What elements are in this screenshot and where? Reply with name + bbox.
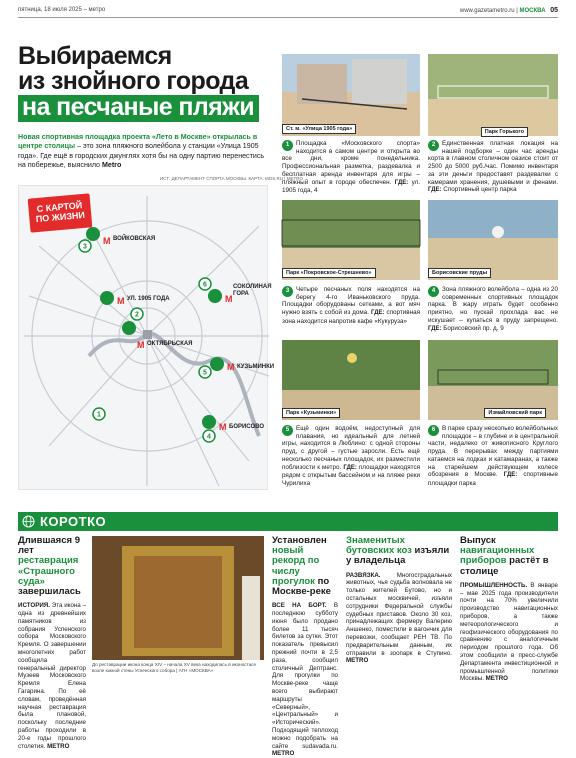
photo-1905-tag: Ст. м. «Улица 1905 года»	[282, 124, 356, 134]
lead-paragraph	[18, 133, 268, 170]
svg-text:M: M	[117, 296, 125, 306]
news-goats-heading: Знаменитых бутовских коз изъяли у владельца	[346, 535, 450, 567]
moscow-map	[18, 185, 275, 490]
photo-gorky-where-label: ГДЕ:	[428, 187, 442, 194]
photo-borisovskie-where-label: ГДЕ:	[428, 325, 442, 332]
photo-pokrovskoe-tag: Парк «Покровское-Стрешнево»	[282, 268, 376, 278]
photo-gorky-where: Спортивный центр парка	[441, 186, 517, 194]
headline-line-2: из знойного города	[18, 67, 249, 95]
photo-borisovskie-text: Зона пляжного волейбола – одна из 20 современных спортивных площадок парка. В жару играть будет особенно приятно, но пускай прохлада вас не искушает – купаться в пруду запрещено.	[428, 286, 558, 324]
news-river-heading: Установлен новый рекорд по числу прогулок по Москве-реке	[272, 535, 331, 598]
photo-borisovskie	[428, 200, 558, 280]
photo-izmaylovsky-caption	[428, 425, 558, 488]
svg-text:4: 4	[207, 433, 211, 441]
news-river-sig: METRO	[272, 750, 295, 758]
photo-pokrovskoe-where: спортивная зона находится напротив кафе «Кукуруза»	[282, 309, 421, 325]
header-right: www.gazetametro.ru | МОСКВА 05	[459, 6, 558, 14]
photo-izmaylovsky-where-label: ГДЕ:	[503, 472, 518, 479]
svg-text:M: M	[137, 340, 145, 350]
headline-line-3: на песчаные пляжи	[18, 95, 259, 122]
photo-gorky	[428, 54, 558, 136]
lead-rest: – это зона пляжного волейбола у станции «Улица 1905 года». Где ещё в городских джунглях хотя бы на одну партию перенестись на побережье, выяснило	[18, 142, 265, 169]
header-rule	[18, 17, 558, 18]
news-goats-kicker: РАЗВЯЗКА.	[346, 571, 381, 579]
page-number: 05	[550, 6, 558, 14]
map-svg	[19, 186, 272, 491]
news-restoration-kicker: ИСТОРИЯ.	[18, 602, 50, 610]
photo-izmaylovsky-where: спортивные площадки парка	[428, 471, 558, 487]
svg-text:M: M	[227, 362, 235, 372]
news-river	[272, 536, 338, 758]
photo-pokrovskoe-where-label: ГДЕ:	[370, 310, 385, 317]
station-borisovo: БОРИСОВО	[229, 424, 264, 430]
map-credit: ИСТ: ДЕПАРТАМЕНТ СПОРТА МОСКВЫ. КАРТА: MOS.RU | METRO	[160, 176, 303, 181]
map-badge: С КАРТОЙ ПО ЖИЗНИ	[28, 193, 93, 232]
headline-line-1: Выбираемся	[18, 42, 172, 70]
news-restoration	[18, 536, 86, 750]
station-voykovskaya: ВОЙКОВСКАЯ	[113, 236, 156, 242]
svg-text:5: 5	[203, 369, 207, 377]
photo-1905-caption	[282, 140, 420, 195]
photo-gorky-tag: Парк Горького	[481, 127, 528, 137]
photo-gorky-number: 2	[428, 140, 439, 151]
marker-2-icon	[131, 308, 143, 320]
news-goats	[346, 536, 452, 665]
news-restoration-heading: Длившаяся 9 лет реставрация «Страшного суда» завершилась	[18, 535, 81, 598]
photo-kuzminki-where: площадки находятся рядом с открытым бассейном и на пляже реки Чурилиха	[282, 463, 420, 487]
news-navigation-text: В январе – мае 2025 года производители почти на 70% увеличили производство навигационных приборов, а также метеорологического и геофизического оборудования по сравнению с аналогичным периодом прошлого года. Об этом сообщили в пресс-службе Департамента инвестиционной и промышленной политики Москвы.	[460, 581, 558, 683]
news-river-text: В последнюю субботу июня было продано более 11 тысяч билетов за сутки. Этот показатель превысил прежний почти в 2,5 раза, сообщил столичный Дептранс. Для прогулки по Москве-реке чаще всего выбирают маршруты «Северный», «Центральный» и «Исторический». Подходящий теплоход можно подобрать на сайте sudavada.ru.	[272, 602, 338, 750]
photo-gorky-image	[428, 54, 558, 136]
news-goats-sig: METRO	[346, 657, 369, 665]
icon-photo-caption: До реставрации икона конца XIV – начала XV века находилась в иконостасе возле южной стены Успенского собора | АГН «МОСКВА»	[92, 662, 256, 673]
station-oktyabrskaya: ОКТЯБРЬСКАЯ	[147, 341, 193, 347]
globe-icon	[22, 515, 35, 528]
moskva-river	[89, 333, 259, 436]
photo-borisovskie-number: 4	[428, 286, 439, 297]
photo-1905	[282, 54, 420, 136]
marker-6-icon	[199, 278, 211, 290]
marker-1-icon	[93, 408, 105, 420]
photo-izmaylovsky	[428, 340, 558, 420]
photo-borisovskie-caption	[428, 286, 558, 333]
station-kuzminki: КУЗЬМИНКИ	[237, 364, 275, 370]
svg-text:M: M	[219, 422, 227, 432]
photo-pokrovskoe-text: Четыре песчаных поля находятся на берегу 4-го Иваньковского пруда. Площадки оборудованы сетками, а вот мяч нужно взять с собой из дома.	[282, 286, 420, 317]
icon-photo-image	[92, 536, 264, 660]
photo-kuzminki-where-label: ГДЕ:	[343, 464, 357, 471]
news-restoration-sig: METRO	[47, 742, 70, 750]
svg-text:1: 1	[97, 411, 101, 419]
icon-photo	[92, 536, 264, 660]
metro-icons	[103, 236, 235, 432]
news-goats-text: Многострадальных животных, чья судьба волновала не только жителей Бутово, но и остальных москвичей, изъяли сотрудники Федеральной службы судебных приставов. Около 30 коз, принадлежащих фермеру Валерию Аншенко, поместили в вагончик для перевозки, сообщает РЕН ТВ. По предварительным данным, их отправили в зоопарк в Ступино.	[346, 571, 452, 657]
photo-borisovskie-tag: Борисовские пруды	[428, 268, 491, 278]
photo-kuzminki-text: Ещё один водоём, недоступный для плавания, но идеальный для летней игры, находится в Люблино: с одной стороны пруд, с другой – густые заросли. Есть ещё несколько песчаных площадок, их разместили поблизости к метро.	[282, 425, 420, 471]
svg-text:2: 2	[135, 311, 139, 319]
korotko-title: КОРОТКО	[40, 514, 107, 529]
kremlin-mark	[143, 330, 152, 339]
photo-izmaylovsky-tag: Измайловский парк	[484, 408, 546, 418]
marker-4-icon	[203, 430, 215, 442]
marker-5-icon	[199, 366, 211, 378]
headline	[18, 44, 263, 122]
page-header	[18, 4, 558, 16]
station-1905: УЛ. 1905 ГОДА	[127, 296, 170, 302]
station-sokolinaya: СОКОЛИНАЯ ГОРА	[233, 284, 272, 297]
news-navigation-kicker: ПРОМЫШЛЕННОСТЬ.	[460, 581, 528, 589]
marker-3-icon	[79, 240, 91, 252]
photo-izmaylovsky-number: 6	[428, 425, 439, 436]
photo-gorky-text: Единственная платная локация на нашей подборке – один час аренды корта в главном столичном оазисе стоит от 2500 до 5000 руб./час. Помимо инвентаря за эти деньги предоставят раздевалки с камерами хранения, душевыми и фенами.	[428, 140, 558, 186]
photo-1905-where-label: ГДЕ:	[394, 179, 409, 186]
svg-text:M: M	[103, 236, 111, 246]
photo-kuzminki-caption	[282, 425, 420, 488]
photo-kuzminki-number: 5	[282, 425, 293, 436]
svg-text:M: M	[225, 294, 233, 304]
photo-pokrovskoe-number: 3	[282, 286, 293, 297]
news-restoration-text: Эта икона – одна из древнейших памятников из собрания Успенского собора Московского Кремля. О завершении многолетних работ сообщила генеральный директор Музеев Московского Кремля Елена Гагарина. По её словам, проведённая научная реставрация была плановой, поскольку последние работы проходили в 20-е годы прошлого столетия.	[18, 602, 86, 750]
news-navigation-sig: METRO	[485, 675, 508, 683]
lead-bold: Новая спортивная площадка проекта «Лето в Москве» открылась в центре столицы	[18, 133, 258, 151]
photo-1905-text: Площадка «Московского спорта» находится в самом центре и открыта во все дни, кроме понедельника. Профессиональная разметка, раздевалка и бесплатная аренда инвентаря для игры – пляжный опыт в городе обеспечен.	[282, 140, 420, 186]
section-name: МОСКВА	[519, 7, 546, 14]
photo-kuzminki-tag: Парк «Кузьминки»	[282, 408, 340, 418]
photo-gorky-caption	[428, 140, 558, 195]
photo-kuzminki	[282, 340, 420, 420]
news-river-kicker: ВСЕ НА БОРТ.	[272, 602, 327, 610]
photo-pokrovskoe	[282, 200, 420, 280]
news-navigation	[460, 536, 558, 683]
svg-text:3: 3	[83, 243, 87, 251]
photo-pokrovskoe-caption	[282, 286, 420, 326]
lead-brand: Metro	[101, 160, 122, 169]
svg-text:6: 6	[203, 281, 207, 289]
photo-borisovskie-where: Борисовский пр. д. 9	[441, 324, 504, 332]
news-navigation-heading: Выпуск навигационных приборов растёт в столице	[460, 535, 549, 577]
photo-izmaylovsky-text: В парке сразу несколько волейбольных площадок – в глубине и в центральной части, недалеко от живописного Круглого пруда. В перерывах между партиями катаемся на лодках и катамаранах, а также на старейшем действующем колесе обозрения в Москве.	[428, 425, 558, 479]
issue-date: пятница, 18 июля 2025 – метро	[18, 7, 106, 13]
photo-1905-where: ул. 1905 года, 4	[282, 178, 421, 195]
site-link[interactable]: www.gazetametro.ru	[459, 7, 515, 14]
photo-1905-number: 1	[282, 140, 293, 151]
